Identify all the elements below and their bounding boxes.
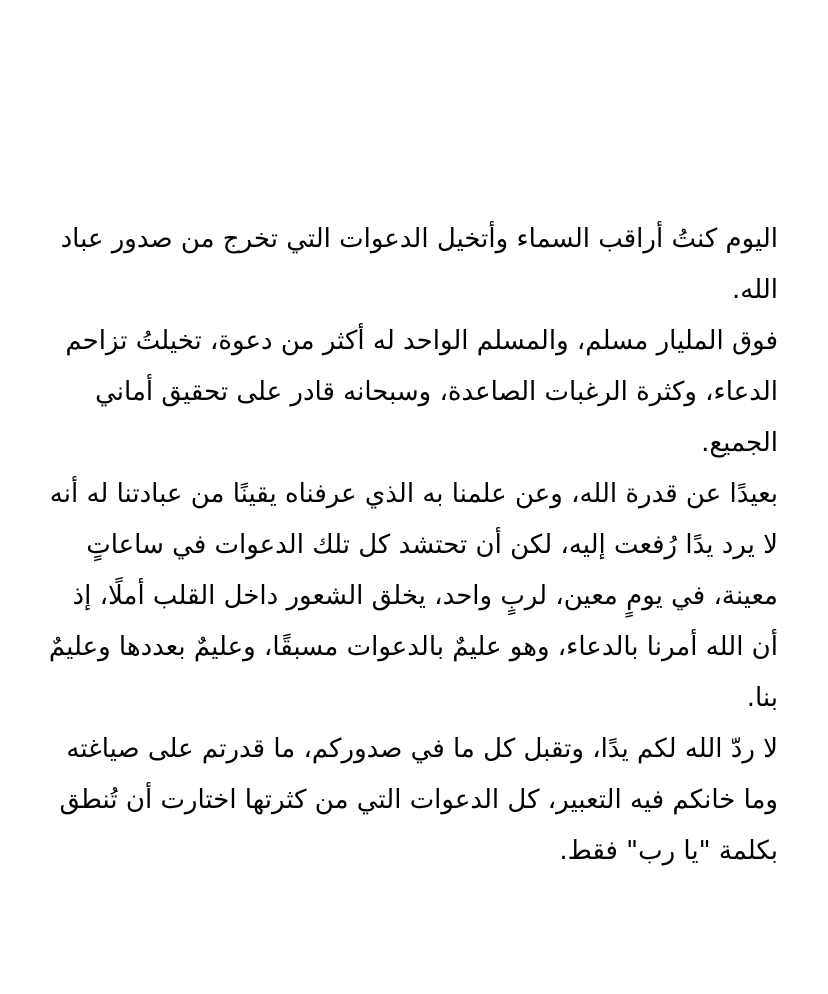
paragraph-3: بعيدًا عن قدرة الله، وعن علمنا به الذي عرفناه يقينًا من عبادتنا له أنه لا يرد يدًا رُفعت إليه، لكن أن تحتشد كل تلك الدعوات في ساعاتٍ معينة، في يومٍ معين، لربٍ واحد، يخلق الشعور داخل القلب أملًا، إذ أن الله أمرنا بالدعاء، وهو عليمٌ بالدعوات مسبقًا، وعليمٌ بعددها وعليمٌ بنا. — [48, 479, 778, 713]
paragraph-1: اليوم كنتُ أراقب السماء وأتخيل الدعوات التي تخرج من صدور عباد الله. — [60, 224, 778, 305]
paragraph-4: لا ردّ الله لكم يدًا، وتقبل كل ما في صدوركم، ما قدرتم على صياغته وما خانكم فيه التعبير، كل الدعوات التي من كثرتها اختارت أن تُنطق بكلمة "يا رب" فقط. — [59, 734, 778, 866]
paragraph-2: فوق المليار مسلم، والمسلم الواحد له أكثر من دعوة، تخيلتُ تزاحم الدعاء، وكثرة الرغبات الصاعدة، وسبحانه قادر على تحقيق أماني الجميع. — [65, 326, 778, 458]
document-body — [48, 214, 778, 877]
